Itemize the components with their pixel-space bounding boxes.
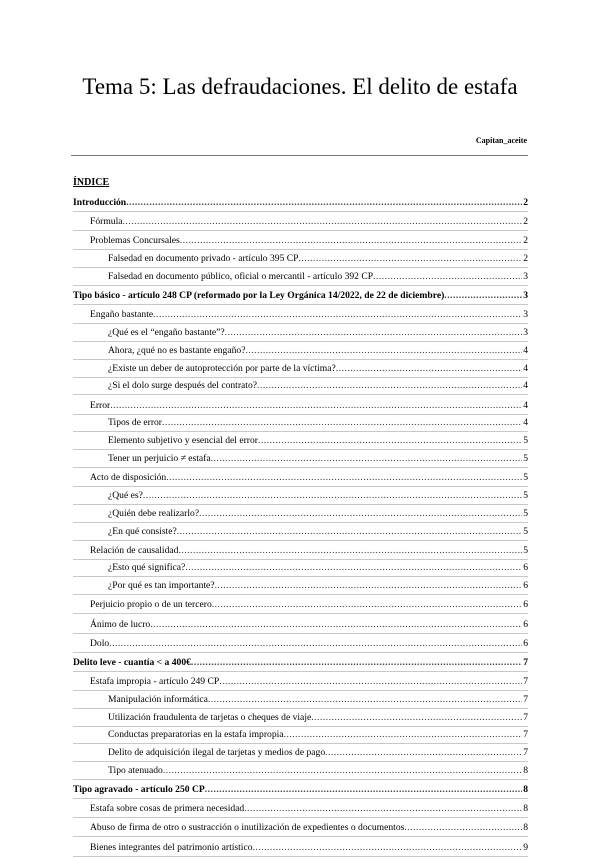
toc-entry-page: 2 [523,197,528,208]
toc-entry-page: 9 [523,841,528,853]
toc-entry-page: 6 [523,618,528,630]
toc-dot-leader [325,747,522,761]
toc-entry[interactable] [73,762,528,780]
toc-entry[interactable] [73,653,528,672]
toc-entry-label: Manipulación informática [108,693,208,705]
toc-entry-label: Tipo atenuado [108,765,163,777]
toc-entry-label: Bienes integrantes del patrimonio artístico [90,841,253,853]
toc-entry-label: Fórmula [90,216,123,228]
toc-dot-leader [110,400,522,414]
toc-dot-leader [150,619,522,633]
toc-entry-label: Dolo [90,637,110,649]
toc-dot-leader [253,842,523,856]
toc-dot-leader [404,822,522,836]
toc-entry-page: 5 [523,525,528,537]
toc-entry[interactable] [73,286,528,305]
toc-entry-page: 8 [523,784,528,796]
toc-entry-label: Tipos de error [108,417,163,429]
toc-entry[interactable] [73,560,528,578]
toc-dot-leader [109,638,522,652]
toc-entry-label: Delito de adquisición ilegal de tarjetas y medios de pago [108,747,326,759]
toc-entry[interactable] [73,193,528,212]
toc-entry-page: 4 [523,399,528,411]
toc-dot-leader [257,380,522,394]
index-heading: ÍNDICE [73,177,110,188]
toc-entry-page: 5 [523,507,528,519]
toc-entry-page: 2 [523,253,528,265]
toc-dot-leader [244,803,522,817]
toc-entry-label: Relación de causalidad [90,544,179,556]
toc-entry-page: 6 [523,637,528,649]
toc-entry-label: Tipo básico - artículo 248 CP (reformado por la Ley Orgánica 14/2022, de 22 de diciembre) [73,289,445,301]
toc-entry[interactable] [73,395,528,414]
toc-entry-page: 3 [523,326,528,338]
toc-entry-label: Perjuicio propio o de un tercero [90,599,212,611]
toc-entry[interactable] [73,634,528,653]
table-of-contents [73,193,528,857]
toc-entry[interactable] [73,378,528,396]
toc-entry[interactable] [73,505,528,523]
toc-entry[interactable] [73,468,528,487]
toc-entry-page: 8 [523,822,528,834]
toc-entry-label: ¿Quién debe realizarlo? [108,507,200,519]
toc-dot-leader [245,345,522,359]
toc-entry-page: 8 [523,765,528,777]
toc-entry-page: 6 [523,562,528,574]
toc-entry[interactable] [73,450,528,468]
toc-entry[interactable] [73,342,528,360]
toc-entry[interactable] [73,799,528,818]
toc-dot-leader [162,417,522,431]
toc-entry[interactable] [73,487,528,505]
toc-entry-page: 4 [523,380,528,392]
toc-entry-label: Ánimo de lucro [90,618,151,630]
toc-dot-leader [123,216,523,230]
toc-dot-leader [299,253,523,267]
toc-entry-label: ¿Por qué es tan importante? [108,580,215,592]
toc-entry-label: Falsedad en documento privado - artículo 395 CP [108,253,299,265]
toc-entry-page: 5 [523,452,528,464]
toc-dot-leader [284,729,523,743]
toc-entry-label: Acto de disposición [90,472,167,484]
toc-dot-leader [444,290,522,304]
toc-entry-page: 7 [523,747,528,759]
toc-entry-label: Elemento subjetivo y esencial del error [108,435,258,447]
toc-entry-page: 7 [523,711,528,723]
toc-dot-leader [177,526,522,540]
toc-dot-leader [199,508,522,522]
toc-dot-leader [153,309,522,323]
toc-entry[interactable] [73,727,528,745]
header-divider [71,155,528,156]
toc-entry[interactable] [73,523,528,541]
toc-entry-label: Tener un perjuicio ≠ estafa [108,452,211,464]
toc-entry[interactable] [73,595,528,614]
toc-entry[interactable] [73,780,528,799]
toc-entry-page: 3 [523,309,528,321]
toc-entry-page: 5 [523,435,528,447]
toc-entry[interactable] [73,541,528,560]
toc-entry[interactable] [73,614,528,633]
toc-entry-label: ¿Esto qué significa? [108,562,186,574]
toc-entry-page: 3 [523,270,528,282]
toc-entry-label: Problemas Concursales [90,235,180,247]
toc-entry-label: Introducción [73,197,127,208]
toc-dot-leader [143,490,522,504]
toc-entry[interactable] [73,691,528,709]
toc-dot-leader [336,363,522,377]
toc-entry[interactable] [73,577,528,595]
toc-entry-page: 2 [523,216,528,228]
toc-dot-leader [205,784,522,798]
toc-dot-leader [373,271,522,285]
toc-dot-leader [311,712,522,726]
toc-entry-page: 7 [523,676,528,688]
toc-entry-page: 4 [523,344,528,356]
toc-entry-label: Estafa impropia - artículo 249 CP [90,676,220,688]
toc-dot-leader [163,765,522,779]
toc-entry[interactable] [73,672,528,691]
toc-entry[interactable] [73,360,528,378]
toc-entry-label: Abuso de firma de otro o sustracción o inutilización de expedientes o documentos [90,822,405,834]
toc-entry[interactable] [73,837,528,856]
toc-entry-label: Conductas preparatorias en la estafa impropia [108,729,284,741]
toc-entry-page: 7 [523,729,528,741]
toc-entry-page: 5 [523,544,528,556]
toc-dot-leader [225,327,523,341]
document-title: Tema 5: Las defraudaciones. El delito de estafa [82,74,518,99]
toc-entry-label: ¿Si el dolo surge después del contrato? [108,380,258,392]
toc-entry[interactable] [73,818,528,837]
toc-entry-page: 5 [523,472,528,484]
toc-entry-page: 7 [523,693,528,705]
toc-dot-leader [185,562,522,576]
toc-entry-label: Delito leve - cuantía < a 400€ [73,656,191,668]
toc-entry-label: Utilización fraudulenta de tarjetas o cheques de viaje [108,711,312,723]
toc-dot-leader [219,676,522,690]
toc-dot-leader [166,472,522,486]
toc-entry[interactable] [73,744,528,762]
toc-entry-label: Engaño bastante [90,309,154,321]
toc-dot-leader [126,197,522,211]
toc-dot-leader [215,580,523,594]
toc-entry-label: ¿Qué es el “engaño bastante”? [108,326,225,338]
toc-entry[interactable] [73,231,528,250]
toc-dot-leader [180,235,522,249]
toc-dot-leader [212,599,522,613]
toc-entry-page: 4 [523,417,528,429]
toc-entry-page: 2 [523,235,528,247]
author-name: Capitan_aceite [475,136,527,145]
toc-dot-leader [208,694,522,708]
toc-entry[interactable] [73,250,528,268]
toc-entry-label: ¿En qué consiste? [108,525,177,537]
toc-entry[interactable] [73,432,528,450]
toc-entry-label: Estafa sobre cosas de primera necesidad [90,803,245,815]
toc-dot-leader [258,435,522,449]
toc-entry-page: 7 [523,656,528,668]
toc-dot-leader [211,453,523,467]
toc-entry-page: 3 [523,289,528,301]
toc-entry-label: ¿Existe un deber de autoprotección por parte de la víctima? [108,362,336,374]
toc-entry-page: 6 [523,580,528,592]
toc-entry-page: 8 [523,803,528,815]
toc-entry[interactable] [73,305,528,324]
toc-entry-page: 4 [523,362,528,374]
toc-entry[interactable] [73,709,528,727]
toc-entry[interactable] [73,212,528,231]
toc-entry[interactable] [73,268,528,286]
toc-entry-page: 5 [523,489,528,501]
toc-entry-label: Falsedad en documento público, oficial o mercantil - artículo 392 CP [108,270,374,282]
toc-entry[interactable] [73,324,528,342]
toc-entry-label: Error [90,399,111,411]
toc-entry-label: ¿Qué es? [108,489,143,501]
toc-dot-leader [178,545,522,559]
toc-entry-label: Tipo agravado - artículo 250 CP [73,784,205,796]
toc-dot-leader [191,657,522,671]
toc-entry[interactable] [73,415,528,433]
toc-entry-page: 6 [523,599,528,611]
toc-entry-label: Ahora, ¿qué no es bastante engaño? [108,344,246,356]
